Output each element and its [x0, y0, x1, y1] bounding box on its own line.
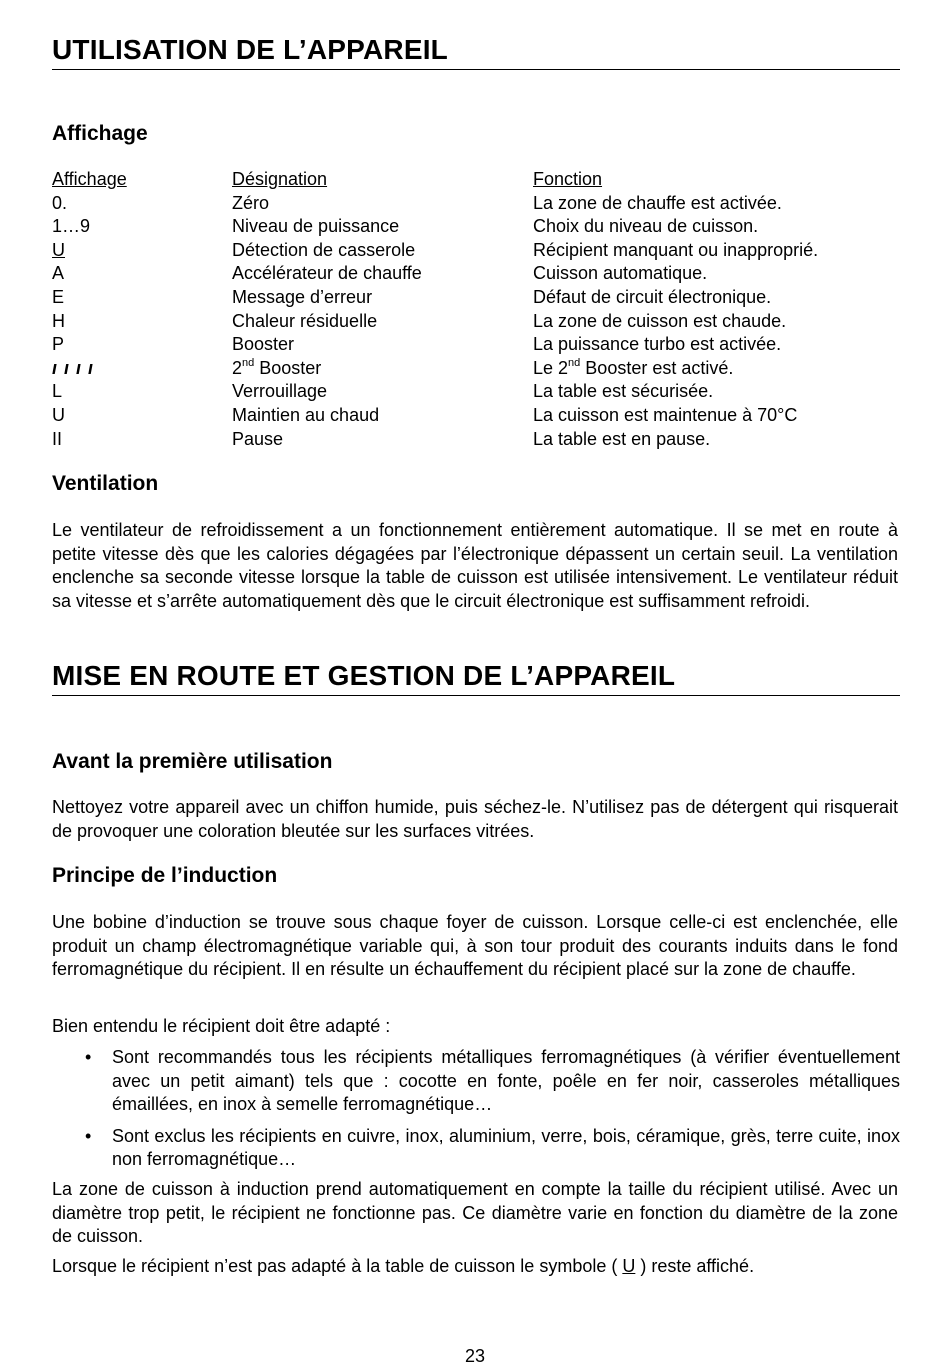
table-cell-code: P [52, 334, 65, 355]
bullet-text: Sont recommandés tous les récipients métalliques ferromagnétiques (à vérifier éventuellement avec un petit aimant) tels que : cocotte en fonte, poêle en fer noir, casseroles métalliques émaillées, en inox à semelle ferromagnétique… [112, 1047, 900, 1114]
table-header-fonction: Fonction [533, 169, 603, 189]
heading-affichage: Affichage [52, 122, 148, 145]
table-row [52, 357, 818, 381]
table-cell-designation: Message d’erreur [232, 286, 373, 307]
paragraph-principe-induction: Une bobine d’induction se trouve sous chaque foyer de cuisson. Lorsque celle-ci est enclenchée, elle produit un champ électromagnétique variable qui, à son tour produit des courants induits dans le fond ferromagnétique du récipient. Il en résulte un échauffement du récipient placé sur la zone de chauffe. [52, 912, 898, 979]
table-row [52, 333, 818, 357]
table-row [52, 192, 818, 216]
table-cell-designation: Pause [232, 428, 284, 449]
list-item [52, 1046, 900, 1117]
section-title-utilisation: UTILISATION DE L’APPAREIL [52, 33, 900, 70]
heading-avant-premiere-utilisation: Avant la première utilisation [52, 750, 333, 773]
table-cell-fonction: La table est sécurisée. [533, 381, 714, 402]
table-row [52, 380, 818, 404]
table-header-designation: Désignation [232, 169, 328, 189]
list-item [52, 1125, 900, 1172]
table-cell-code: 0. [52, 192, 68, 213]
table-cell-code: U [52, 239, 65, 260]
table-cell-fonction: La cuisson est maintenue à 70°C [533, 404, 798, 425]
table-cell-designation: Niveau de puissance [232, 216, 400, 237]
table-row [52, 310, 818, 334]
table-row [52, 286, 818, 310]
table-cell-designation: Accélérateur de chauffe [232, 263, 422, 284]
table-row [52, 262, 818, 286]
table-cell-code: L [52, 381, 63, 402]
table-row [52, 404, 818, 428]
table-cell-designation: Booster [232, 334, 295, 355]
page-number: 23 [464, 1346, 486, 1366]
table-cell-designation: Chaleur résiduelle [232, 310, 378, 331]
table-cell-code: II [52, 428, 63, 449]
table-cell-designation: Maintien au chaud [232, 404, 380, 425]
table-cell-code: E [52, 286, 65, 307]
table-cell-designation [232, 357, 533, 381]
heading-principe-induction: Principe de l’induction [52, 864, 278, 887]
bullet-dot: • [85, 1047, 92, 1067]
table-cell-fonction: La puissance turbo est activée. [533, 334, 782, 355]
table-cell-code: U [52, 404, 65, 425]
table-cell-code: A [52, 263, 65, 284]
table-cell-designation: Verrouillage [232, 381, 328, 402]
table-row [52, 215, 818, 239]
bullet-dot: • [85, 1125, 92, 1146]
paragraph-zone-cuisson: La zone de cuisson à induction prend automatiquement en compte la taille du récipient utilisé. Avec un diamètre trop petit, le récipient ne fonctionne pas. Ce diamètre varie en fonction du diamètre de la zone de cuisson. [52, 1179, 898, 1246]
table-cell-code: H [52, 310, 65, 331]
paragraph-avant-premiere-utilisation: Nettoyez votre appareil avec un chiffon humide, puis séchez-le. N’utilisez pas de détergent qui risquerait de provoquer une coloration bleutée sur les surfaces vitrées. [52, 797, 898, 841]
designation-post: Booster [254, 357, 322, 378]
fonction-pre: Le 2 [533, 357, 569, 378]
second-booster-symbol: ı ı ı ı [52, 357, 95, 378]
table-row [52, 428, 818, 452]
table-cell-fonction: Cuisson automatique. [533, 263, 708, 284]
table-cell-fonction: Défaut de circuit électronique. [533, 286, 772, 307]
symbole-text-post: ) reste affiché. [635, 1256, 755, 1276]
table-cell-code [52, 357, 232, 381]
symbole-code: U [622, 1256, 636, 1276]
designation-pre: 2 [232, 357, 243, 378]
table-cell-designation: Détection de casserole [232, 239, 416, 260]
table-cell-fonction: La zone de chauffe est activée. [533, 192, 782, 213]
bullet-text: Sont exclus les récipients en cuivre, inox, aluminium, verre, bois, céramique, grès, terre cuite, inox non ferromagnétique… [112, 1125, 900, 1169]
table-cell-code: 1…9 [52, 216, 91, 237]
table-cell-fonction: La zone de cuisson est chaude. [533, 310, 787, 331]
bullet-list [52, 1046, 900, 1180]
designation-sup: nd [242, 356, 255, 369]
paragraph-symbole [52, 1255, 898, 1279]
paragraph-recipient-adapte: Bien entendu le récipient doit être adapté : [52, 1016, 391, 1036]
display-codes-table [52, 168, 818, 451]
table-cell-designation: Zéro [232, 192, 270, 213]
section-title-mise-en-route: MISE EN ROUTE ET GESTION DE L’APPAREIL [52, 659, 900, 696]
table-cell-fonction: Récipient manquant ou inapproprié. [533, 239, 819, 260]
table-header-row [52, 168, 818, 192]
paragraph-ventilation: Le ventilateur de refroidissement a un fonctionnement entièrement automatique. Il se met en route à petite vitesse dès que les calories dégagées par l’électronique dépassent un certain seuil. La ventilation enclenche sa seconde vitesse lorsque la table de cuisson est utilisée intensivement. Le ventilateur réduit sa vitesse et s’arrête automatiquement dès que le circuit électronique est suffisamment refroidi. [52, 520, 898, 611]
table-row [52, 239, 818, 263]
fonction-post: Booster est activé. [580, 357, 734, 378]
table-cell-fonction [533, 357, 818, 381]
table-header-affichage: Affichage [52, 169, 127, 189]
symbole-text-pre: Lorsque le récipient n’est pas adapté à la table de cuisson le symbole ( [52, 1256, 623, 1276]
table-cell-fonction: La table est en pause. [533, 428, 711, 449]
table-cell-fonction: Choix du niveau de cuisson. [533, 216, 759, 237]
heading-ventilation: Ventilation [52, 472, 159, 495]
fonction-sup: nd [568, 356, 581, 369]
